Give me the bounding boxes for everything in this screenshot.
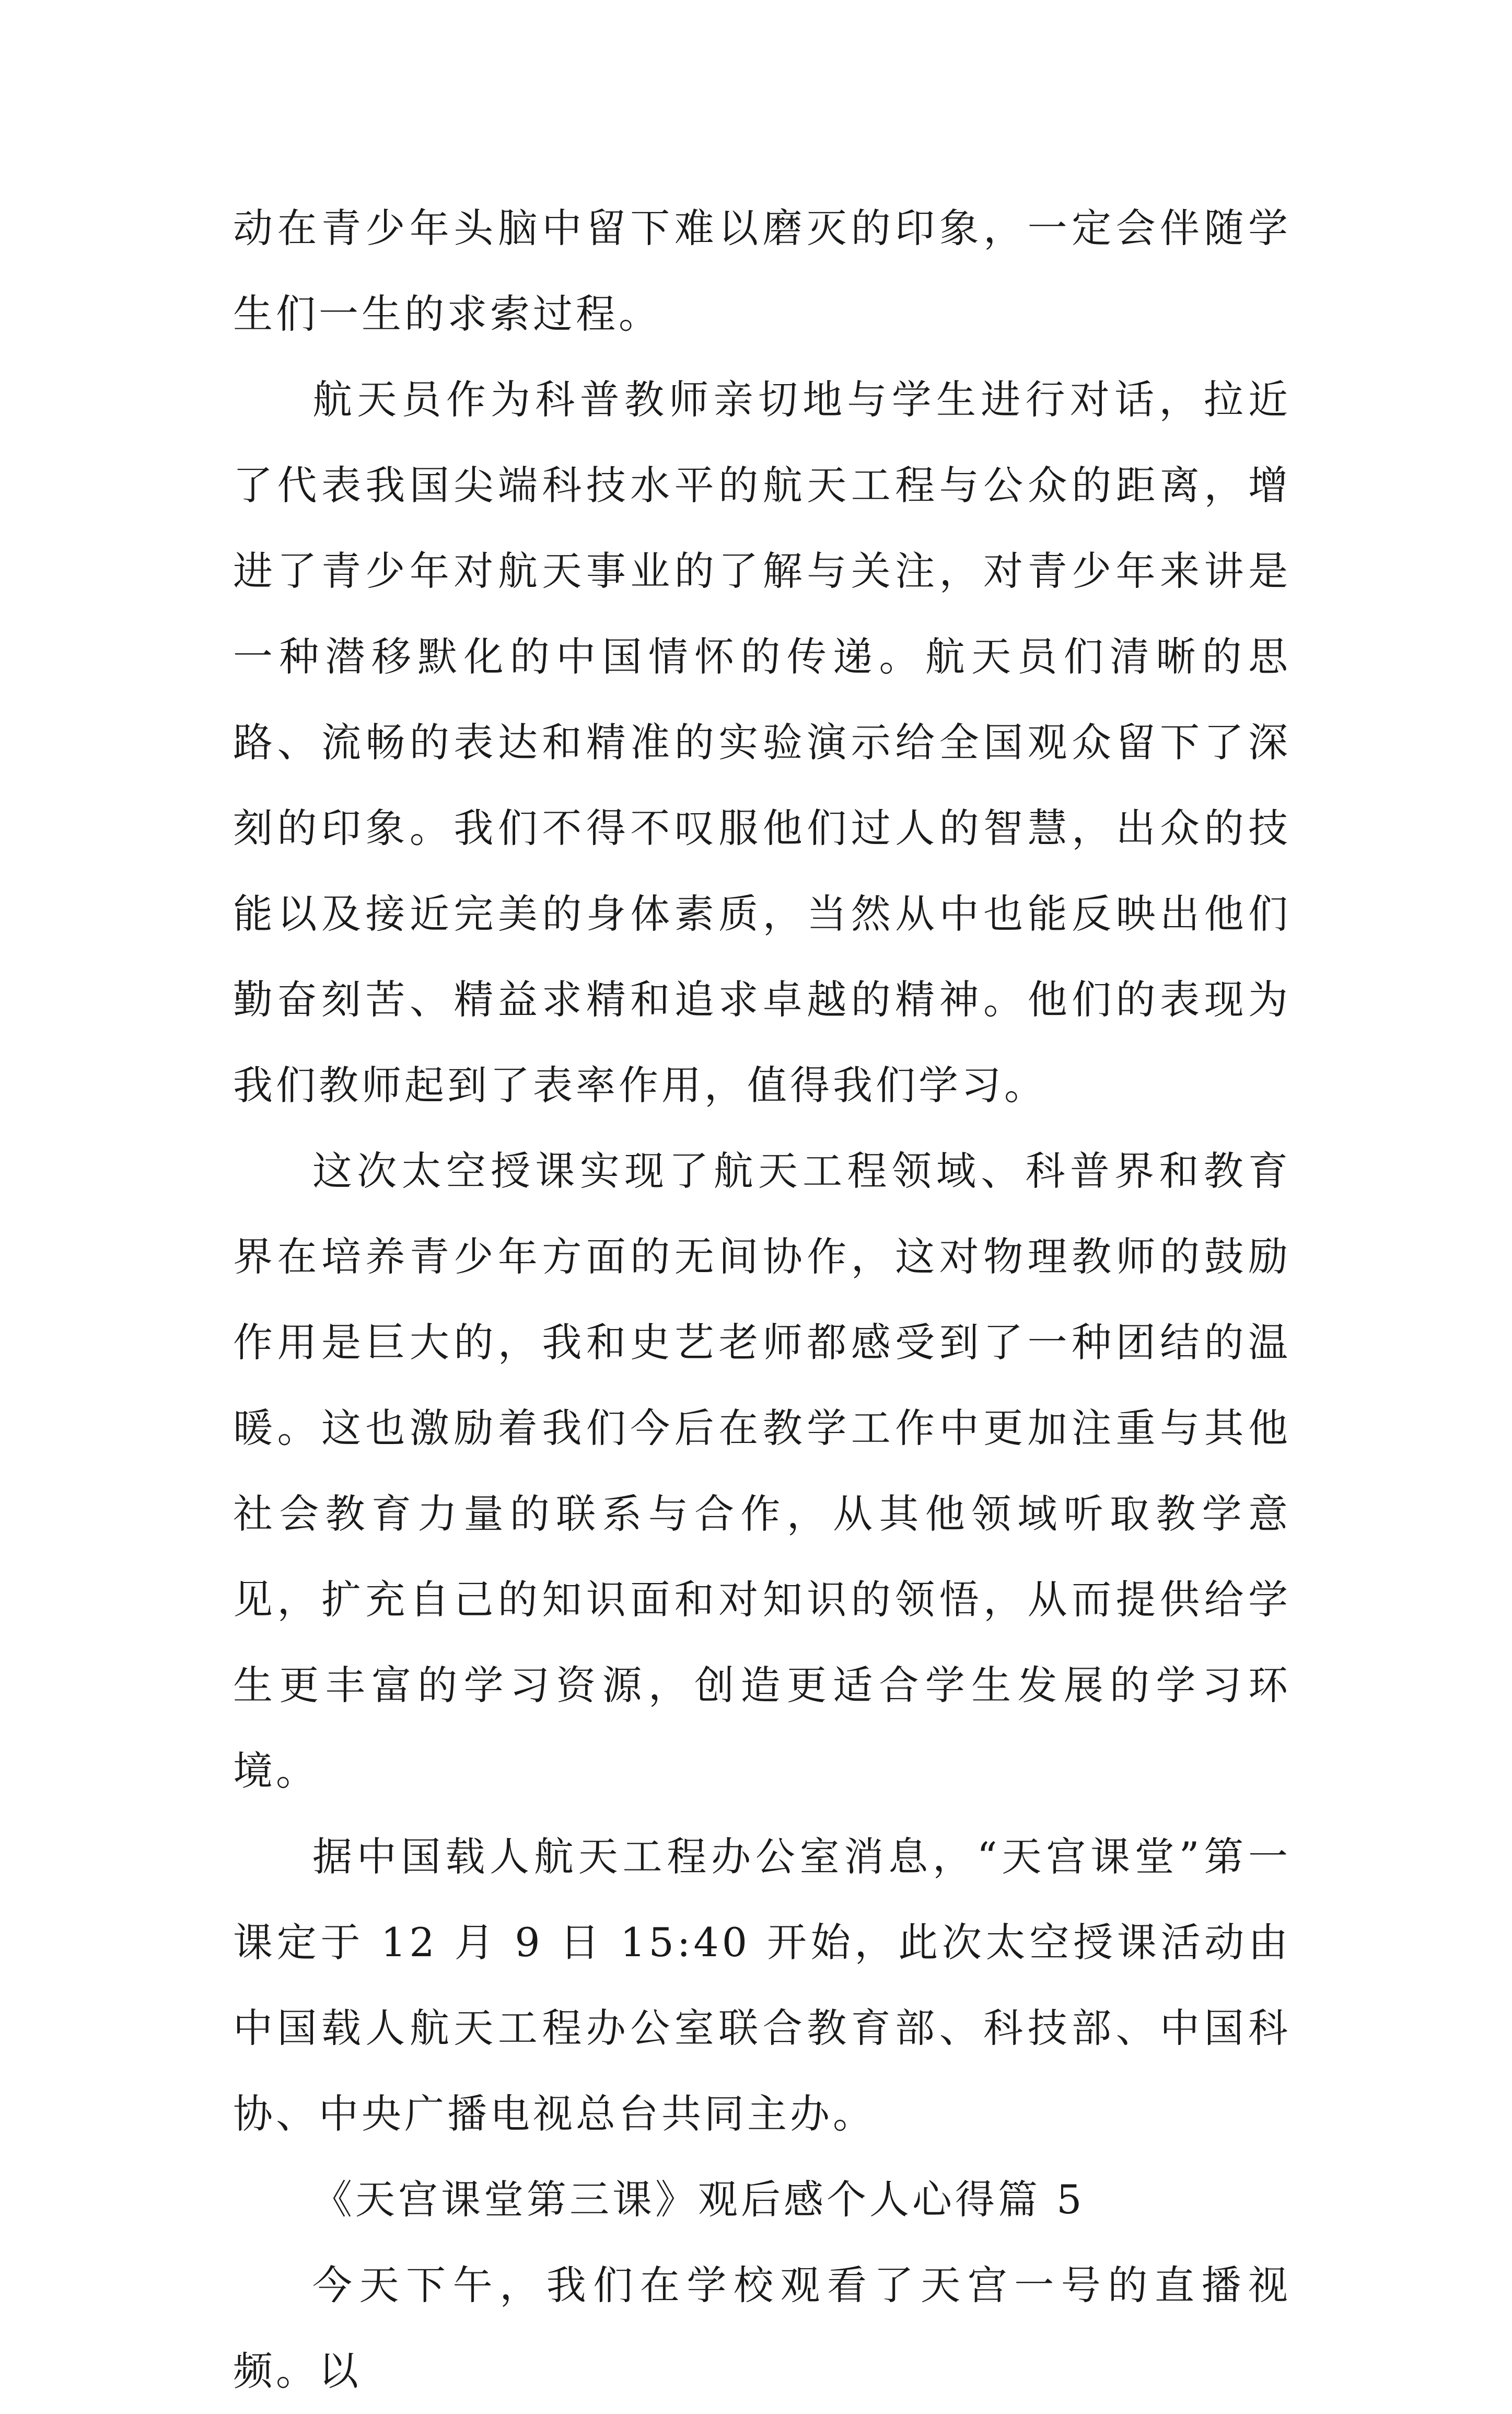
paragraph-news: 据中国载人航天工程办公室消息，“天宫课堂”第一课定于 12 月 9 日 15:40 开始，此次太空授课活动由中国载人航天工程办公室联合教育部、科技部、中国科协、中央广播电视总台共同主办。 [233,1833,1291,2137]
section-heading: 《天宫课堂第三课》观后感个人心得篇 5 [312,2176,1085,2223]
document-body [233,186,1291,2414]
paragraph-last: 今天下午，我们在学校观看了天宫一号的直播视频。以 [233,2262,1291,2394]
paragraph-cooperation: 这次太空授课实现了航天工程领域、科普界和教育界在培养青少年方面的无间协作，这对物理教师的鼓励作用是巨大的，我和史艺老师都感受到了一种团结的温暖。这也激励着我们今后在教学工作中更加注重与其他社会教育力量的联系与合作，从其他领域听取教学意见，扩充自己的知识面和对知识的领悟，从而提供给学生更丰富的学习资源，创造更适合学生发展的学习环境。 [233,1148,1291,1794]
paragraph-astronauts: 航天员作为科普教师亲切地与学生进行对话，拉近了代表我国尖端科技水平的航天工程与公众的距离，增进了青少年对航天事业的了解与关注，对青少年来讲是一种潜移默化的中国情怀的传递。航天员们清晰的思路、流畅的表达和精准的实验演示给全国观众留下了深刻的印象。我们不得不叹服他们过人的智慧，出众的技能以及接近完美的身体素质，当然从中也能反映出他们勤奋刻苦、精益求精和追求卓越的精神。他们的表现为我们教师起到了表率作用，值得我们学习。 [233,376,1291,1108]
paragraph-continued: 动在青少年头脑中留下难以磨灭的印象，一定会伴随学生们一生的求索过程。 [233,205,1291,337]
